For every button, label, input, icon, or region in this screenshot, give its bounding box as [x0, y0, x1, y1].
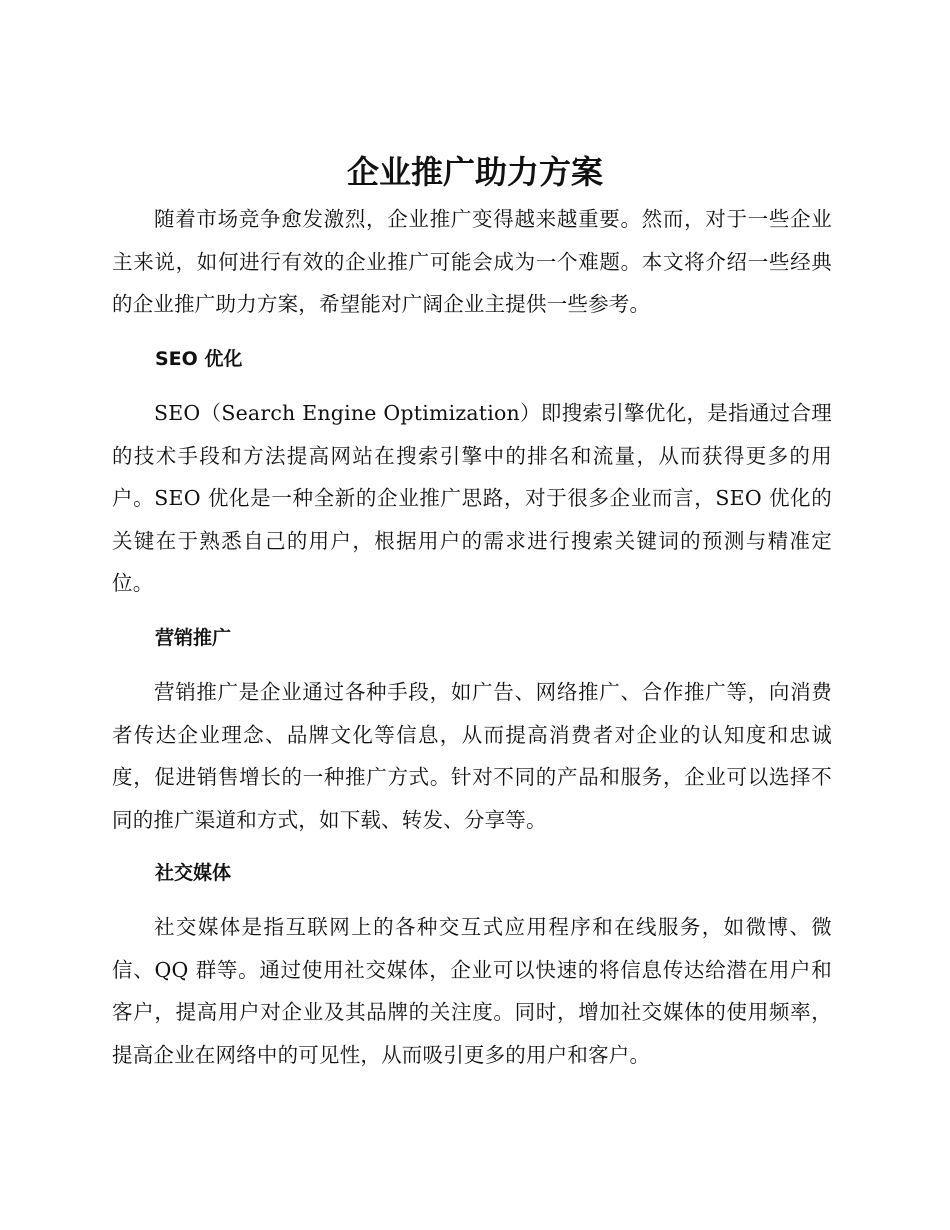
section-body-social-media: 社交媒体是指互联网上的各种交互式应用程序和在线服务，如微博、微信、QQ 群等。通过使用社交媒体，企业可以快速的将信息传达给潜在用户和客户，提高用户对企业及其品牌的关注度。同时，增加社交媒体的使用频率，提高企业在网络中的可见性，从而吸引更多的用户和客户。	[112, 915, 832, 1067]
section-body-marketing: 营销推广是企业通过各种手段，如广告、网络推广、合作推广等，向消费者传达企业理念、品牌文化等信息，从而提高消费者对企业的认知度和忠诚度，促进销售增长的一种推广方式。针对不同的产品和服务，企业可以选择不同的推广渠道和方式，如下载、转发、分享等。	[112, 680, 832, 832]
document-title: 企业推广助力方案	[346, 153, 603, 191]
section-heading-marketing: 营销推广	[155, 627, 232, 649]
section-body-seo: SEO（Search Engine Optimization）即搜索引擎优化，是指通过合理的技术手段和方法提高网站在搜索引擎中的排名和流量，从而获得更多的用户。SEO 优化是一种全新的企业推广思路，对于很多企业而言，SEO 优化的关键在于熟悉自己的用户，根据用户的需求进行搜索关键词的预测与精准定位。	[112, 401, 832, 595]
section-heading-social-media: 社交媒体	[155, 862, 232, 884]
intro-paragraph: 随着市场竞争愈发激烈，企业推广变得越来越重要。然而，对于一些企业主来说，如何进行有效的企业推广可能会成为一个难题。本文将介绍一些经典的企业推广助力方案，希望能对广阔企业主提供一些参考。	[112, 207, 832, 316]
section-heading-seo: SEO 优化	[155, 348, 243, 370]
